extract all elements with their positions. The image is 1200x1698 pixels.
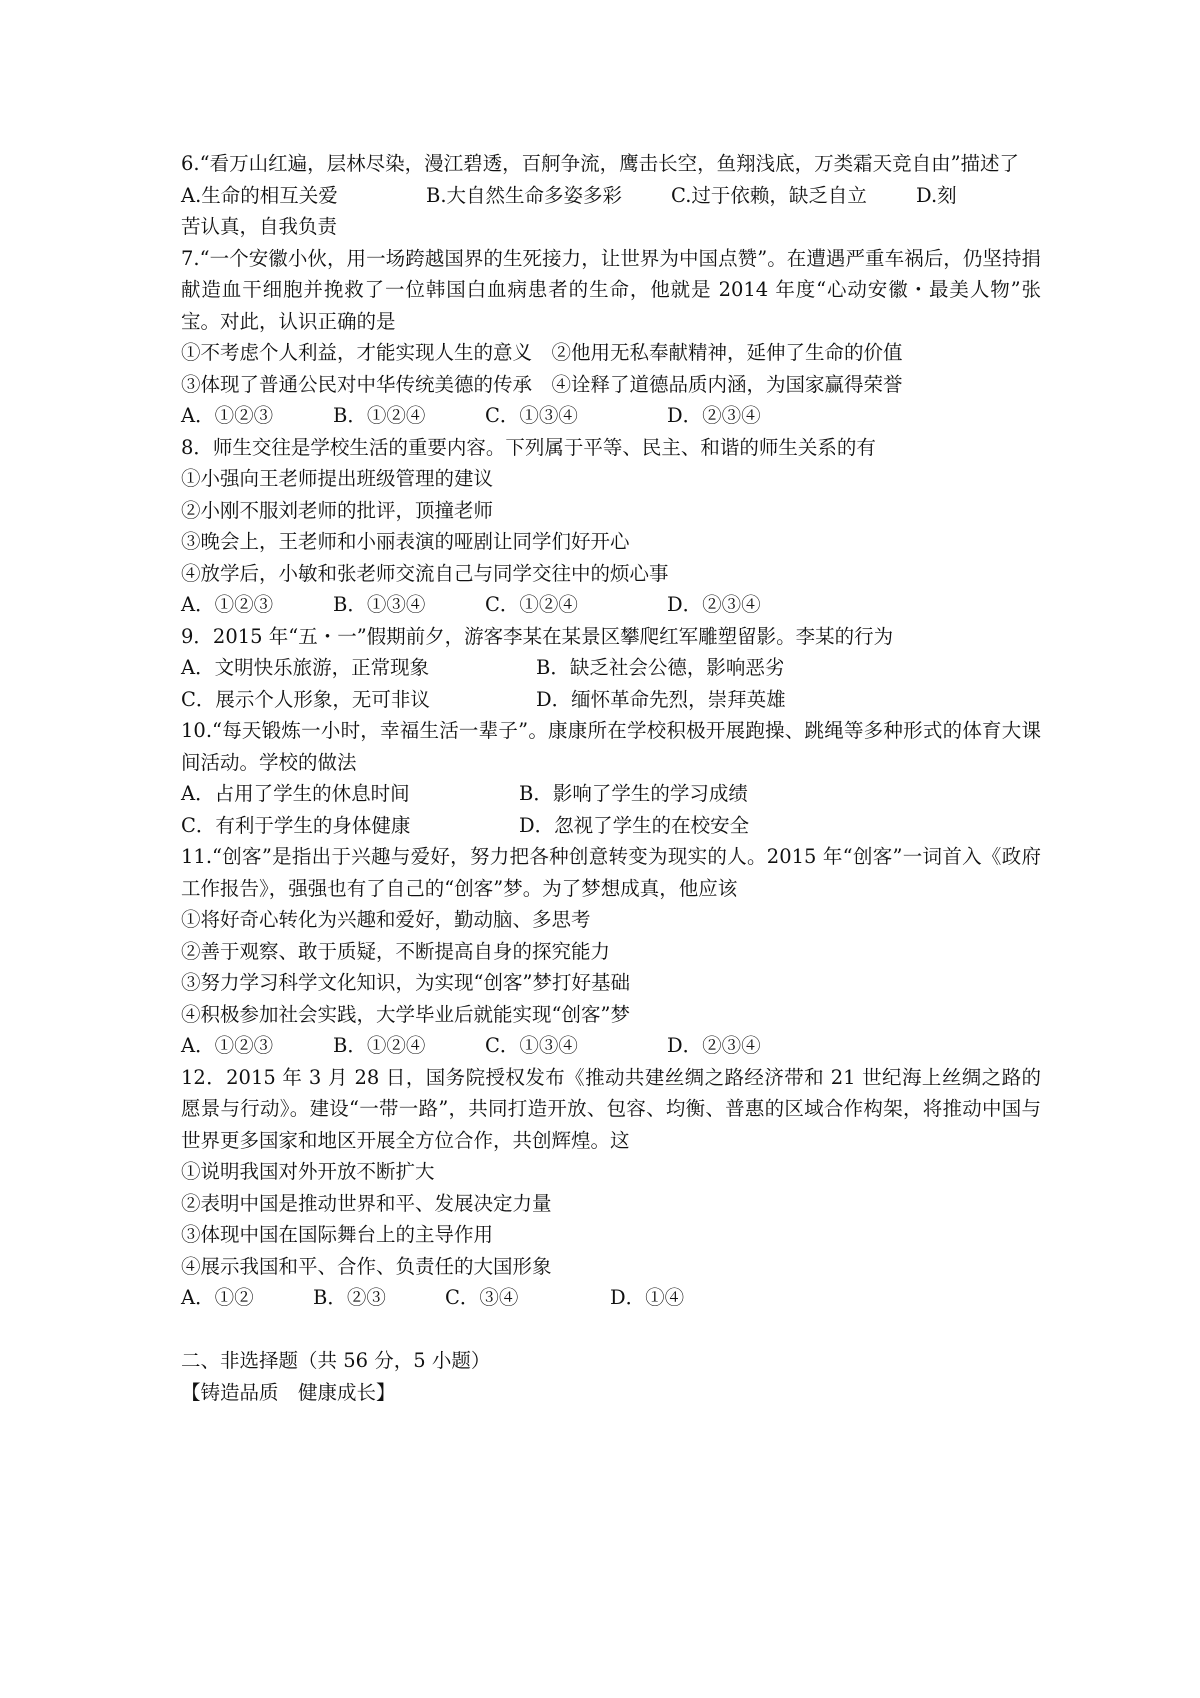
question-8-statement-2: ②小刚不服刘老师的批评，顶撞老师 [181,498,494,522]
option-d: D．②③④ [667,1034,761,1057]
option-c: C．③④ [445,1286,519,1309]
section-2-heading: 二、非选择题（共 56 分，5 小题） [181,1349,491,1372]
option-b: B．②③ [313,1286,386,1309]
question-12-statement-1: ①说明我国对外开放不断扩大 [181,1160,435,1183]
question-6-options [181,180,1041,212]
option-a: A．①②③ [181,1034,274,1057]
option-a: A.生命的相互关爱 [181,183,338,207]
option-c: C．①③④ [485,1034,578,1057]
section-2-subheading: 【铸造品质 健康成长】 [181,1380,396,1404]
question-11-statement-1: ①将好奇心转化为兴趣和爱好，勤动脑、多思考 [181,908,591,931]
option-c: C．①②④ [485,593,578,616]
option-d: D.刻 [916,183,957,207]
question-10-stem: 10.“每天锻炼一小时，幸福生活一辈子”。康康所在学校积极开展跑操、跳绳等多种形式的体育大课间活动。学校的做法 [181,719,1041,774]
question-8-statement-1: ①小强向王老师提出班级管理的建议 [181,467,494,490]
question-7-options [181,400,1041,432]
option-b: B．①②④ [333,1034,426,1057]
question-12-options [181,1282,1041,1314]
question-8-options [181,589,1041,621]
option-a: A．文明快乐旅游，正常现象 [181,656,430,679]
option-d: D．①④ [610,1286,685,1309]
question-10-options-cd [181,810,1041,842]
question-8-statement-4: ④放学后，小敏和张老师交流自己与同学交往中的烦心事 [181,561,669,585]
question-7-statements-1-2: ①不考虑个人利益，才能实现人生的意义 ②他用无私奉献精神，延伸了生命的价值 [181,341,903,364]
option-d: D．缅怀革命先烈，崇拜英雄 [536,687,786,711]
question-9-options-ab [181,652,1041,684]
option-a: A．①② [181,1286,254,1309]
option-b: B．缺乏社会公德，影响恶劣 [536,656,785,679]
question-11-statement-3: ③努力学习科学文化知识，为实现“创客”梦打好基础 [181,971,630,994]
option-b: B．影响了学生的学习成绩 [519,782,748,805]
question-12-stem: 12．2015 年 3 月 28 日，国务院授权发布《推动共建丝绸之路经济带和 21 世纪海上丝绸之路的愿景与行动》。建设“一带一路”，共同打造开放、包容、均衡、普惠的区域合作构架，将推动中国与世界更多国家和地区开展全方位合作，共创辉煌。这 [181,1065,1041,1152]
question-12-statement-3: ③体现中国在国际舞台上的主导作用 [181,1223,494,1246]
option-b: B.大自然生命多姿多彩 [426,183,623,207]
question-8-statement-3: ③晚会上，王老师和小丽表演的哑剧让同学们好开心 [181,530,630,553]
question-11-stem: 11.“创客”是指出于兴趣与爱好，努力把各种创意转变为现实的人。2015 年“创客”一词首入《政府工作报告》，强强也有了自己的“创客”梦。为了梦想成真，他应该 [181,845,1041,900]
question-11-statement-2: ②善于观察、敢于质疑，不断提高自身的探究能力 [181,939,611,963]
question-12-statement-2: ②表明中国是推动世界和平、发展决定力量 [181,1191,552,1215]
question-9-stem: 9．2015 年“五・一”假期前夕，游客李某在某景区攀爬红军雕塑留影。李某的行为 [181,624,894,648]
question-7-statements-3-4: ③体现了普通公民对中华传统美德的传承 ④诠释了道德品质内涵，为国家赢得荣誉 [181,372,903,396]
option-d: D．忽视了学生的在校安全 [519,813,750,837]
question-9-options-cd [181,684,1041,716]
option-b: B．①②④ [333,404,426,427]
section-spacer [181,1314,1041,1346]
question-6-stem: 6.“看万山红遍，层林尽染，漫江碧透，百舸争流，鹰击长空，鱼翔浅底，万类霜天竞自由”描述了 [181,152,1020,175]
option-b: B．①③④ [333,593,426,616]
option-d: D．②③④ [667,404,761,427]
option-a: A．①②③ [181,404,274,427]
question-10-options-ab [181,778,1041,810]
option-c: C．有利于学生的身体健康 [181,813,411,837]
exam-page [181,148,1041,1408]
question-8-stem: 8．师生交往是学校生活的重要内容。下列属于平等、民主、和谐的师生关系的有 [181,435,876,459]
question-11-options [181,1030,1041,1062]
option-c: C．①③④ [485,404,578,427]
option-d: D．②③④ [667,593,761,616]
question-7-stem: 7.“一个安徽小伙，用一场跨越国界的生死接力，让世界为中国点赞”。在遭遇严重车祸后，仍坚持捐献造血干细胞并挽救了一位韩国白血病患者的生命，他就是 2014 年度“心动安徽・最美人物”张宝。对此，认识正确的是 [181,246,1041,333]
question-12-statement-4: ④展示我国和平、合作、负责任的大国形象 [181,1254,552,1278]
option-c: C.过于依赖，缺乏自立 [671,183,867,207]
question-6-options-continued: 苦认真，自我负责 [181,215,338,238]
option-a: A．①②③ [181,593,274,616]
option-c: C．展示个人形象，无可非议 [181,687,430,711]
option-a: A．占用了学生的休息时间 [181,782,410,805]
question-11-statement-4: ④积极参加社会实践，大学毕业后就能实现“创客”梦 [181,1002,630,1026]
